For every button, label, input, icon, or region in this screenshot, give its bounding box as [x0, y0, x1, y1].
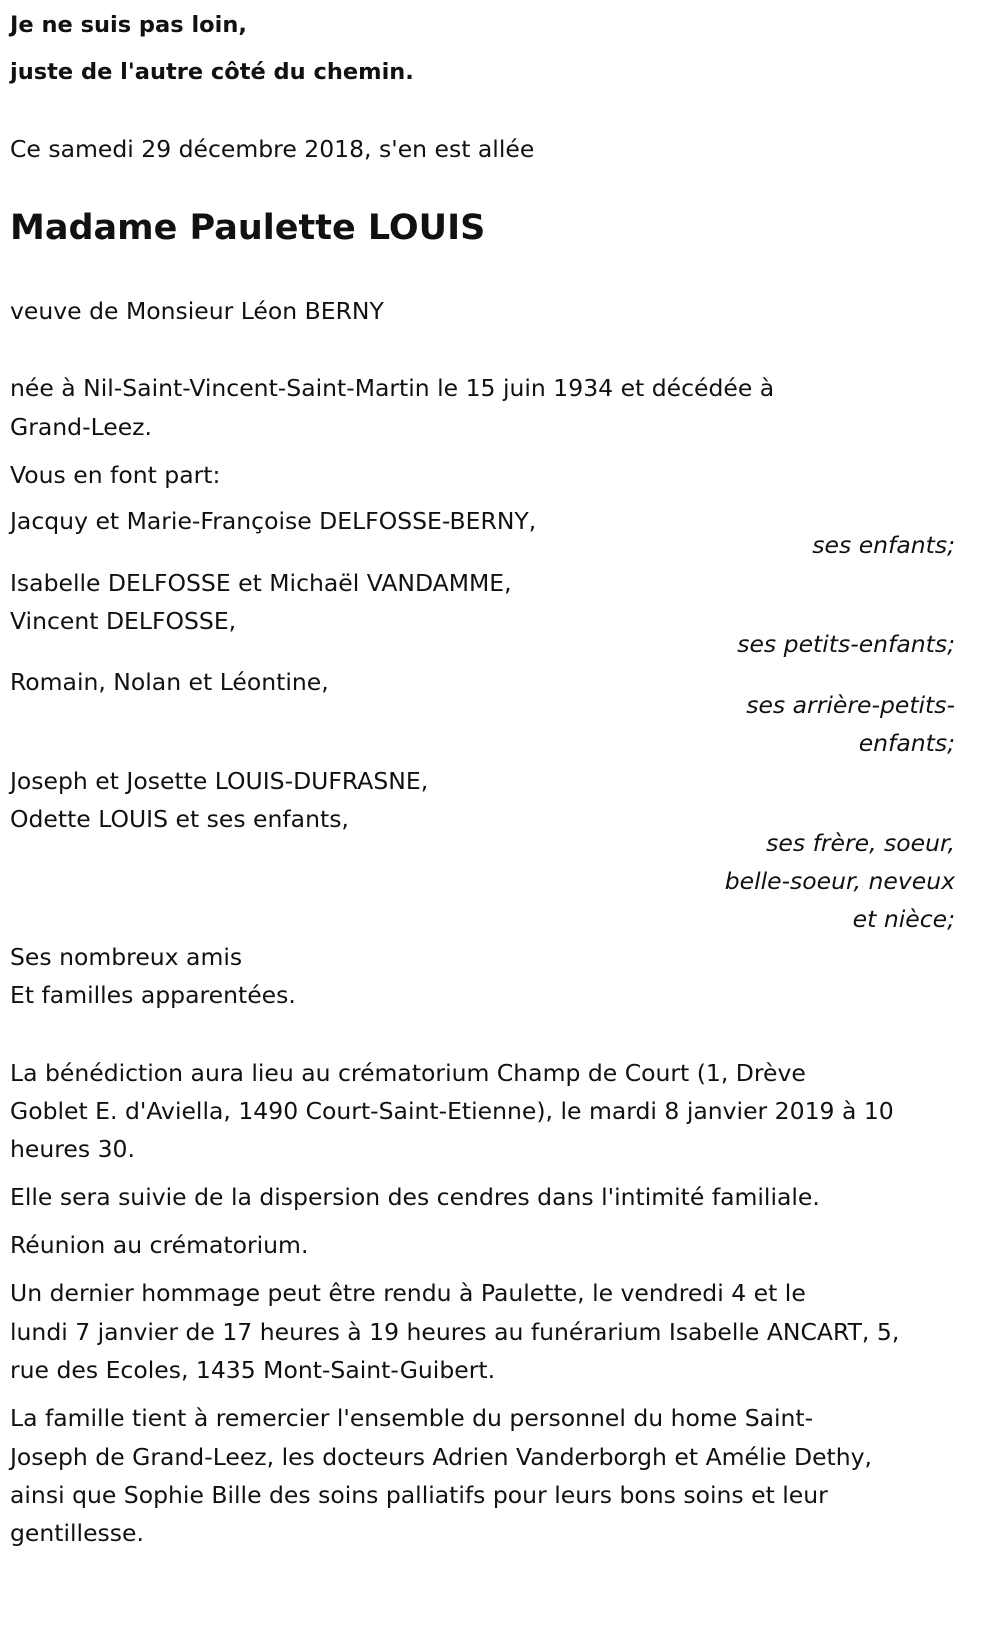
family-names: Joseph et Josette LOUIS-DUFRASNE, [10, 767, 429, 795]
epigraph-line: Je ne suis pas loin, [10, 12, 247, 38]
family-relation: ses enfants; [812, 531, 955, 559]
announce-text: Vous en font part: [10, 461, 221, 489]
tribute-line: Un dernier hommage peut être rendu à Paulette, le vendredi 4 et le [10, 1279, 806, 1307]
family-names: Odette LOUIS et ses enfants, [10, 805, 349, 833]
thanks-line: gentillesse. [10, 1519, 144, 1547]
family-names: Isabelle DELFOSSE et Michaël VANDAMME, [10, 569, 512, 597]
dispersion-text: Elle sera suivie de la dispersion des cendres dans l'intimité familiale. [10, 1183, 820, 1211]
ceremony-line: Goblet E. d'Aviella, 1490 Court-Saint-Etienne), le mardi 8 janvier 2019 à 10 [10, 1097, 894, 1125]
friends-line: Et familles apparentées. [10, 981, 296, 1009]
thanks-line: ainsi que Sophie Bille des soins palliatifs pour leurs bons soins et leur [10, 1481, 828, 1509]
family-relation: enfants; [858, 729, 955, 757]
thanks-line: La famille tient à remercier l'ensemble du personnel du home Saint- [10, 1404, 814, 1432]
family-names: Romain, Nolan et Léontine, [10, 668, 329, 696]
tribute-line: rue des Ecoles, 1435 Mont-Saint-Guibert. [10, 1356, 496, 1384]
family-relation: ses frère, soeur, [766, 829, 955, 857]
deceased-name: Madame Paulette LOUIS [10, 208, 486, 248]
family-relation: belle-soeur, neveux [724, 867, 955, 895]
family-relation: et nièce; [852, 905, 955, 933]
thanks-line: Joseph de Grand-Leez, les docteurs Adrien Vanderborgh et Amélie Dethy, [10, 1443, 873, 1471]
intro-text: Ce samedi 29 décembre 2018, s'en est allée [10, 135, 535, 163]
birth-line: née à Nil-Saint-Vincent-Saint-Martin le 15 juin 1934 et décédée à [10, 374, 775, 402]
ceremony-line: heures 30. [10, 1135, 135, 1163]
ceremony-line: La bénédiction aura lieu au crématorium Champ de Court (1, Drève [10, 1059, 806, 1087]
family-relation: ses arrière-petits- [746, 691, 955, 719]
epigraph-line: juste de l'autre côté du chemin. [10, 59, 414, 85]
family-relation: ses petits-enfants; [737, 630, 955, 658]
friends-line: Ses nombreux amis [10, 943, 243, 971]
widow-text: veuve de Monsieur Léon BERNY [10, 297, 384, 325]
tribute-line: lundi 7 janvier de 17 heures à 19 heures au funérarium Isabelle ANCART, 5, [10, 1318, 900, 1346]
family-names: Jacquy et Marie-Françoise DELFOSSE-BERNY, [10, 507, 537, 535]
family-names: Vincent DELFOSSE, [10, 607, 237, 635]
reunion-text: Réunion au crématorium. [10, 1231, 309, 1259]
birth-line: Grand-Leez. [10, 413, 152, 441]
